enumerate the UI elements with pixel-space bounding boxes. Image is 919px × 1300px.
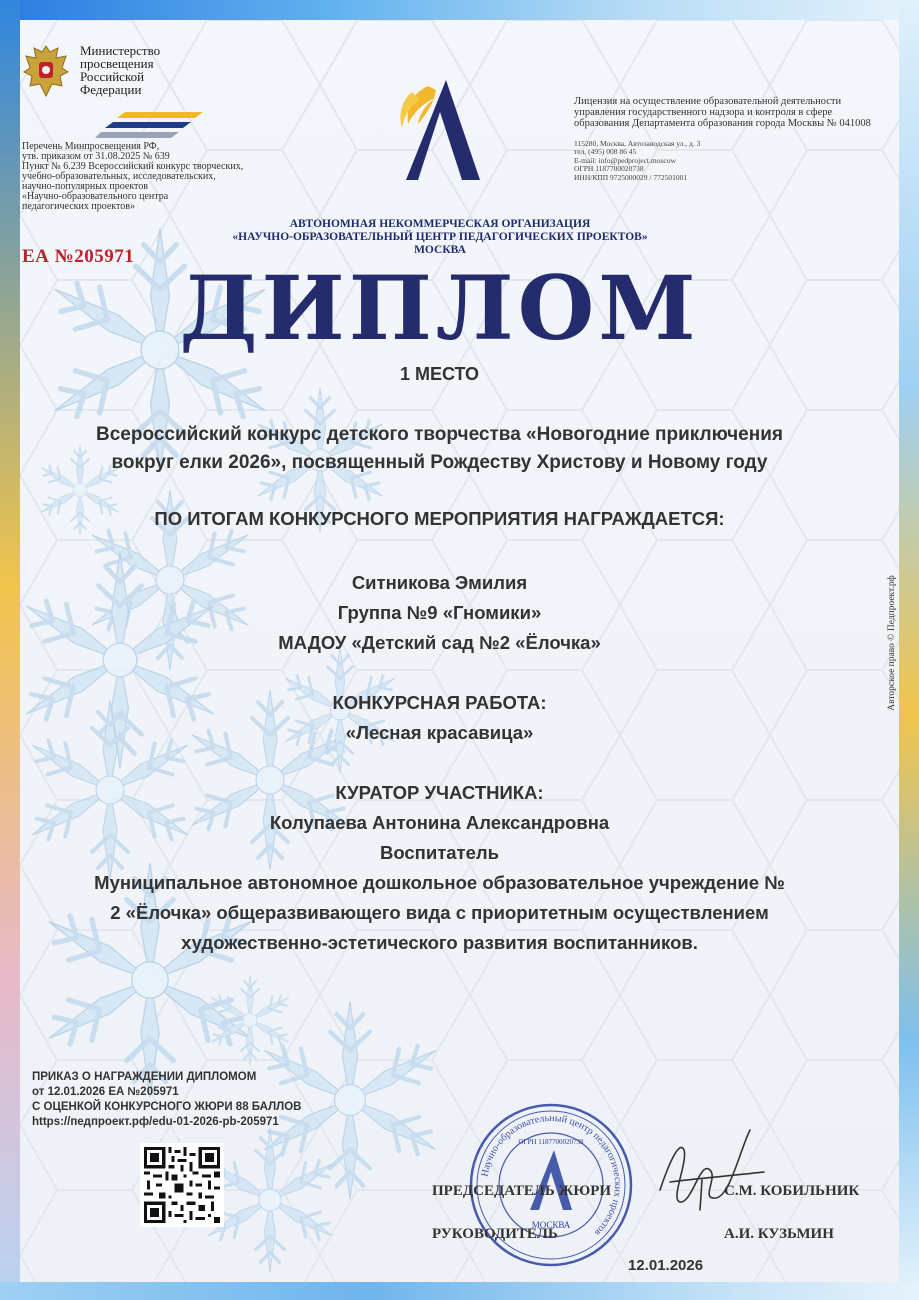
order-info: ПРИКАЗ О НАГРАЖДЕНИИ ДИПЛОМОМ от 12.01.2026 ЕА №205971 С ОЦЕНКОЙ КОНКУРСНОГО ЖЮРИ 88 БАЛЛОВ https://педпроект.рф/edu-01-2026-pb-205971 bbox=[32, 1070, 352, 1130]
order-link[interactable]: https://педпроект.рф/edu-01-2026-pb-205971 bbox=[32, 1116, 279, 1128]
curator-name: Колупаева Антонина Александровна bbox=[269, 812, 610, 833]
curator-position: Воспитатель bbox=[379, 842, 500, 863]
svg-text:Научно-образовательный центр п: Научно-образовательный центр педагогических проектов bbox=[479, 1112, 624, 1238]
signature-icon bbox=[640, 1120, 770, 1230]
diploma-title: ДИПЛОМ bbox=[179, 256, 700, 360]
curator-block bbox=[0, 778, 879, 868]
work-label: КОНКУРСНАЯ РАБОТА: bbox=[332, 692, 547, 713]
work-block bbox=[0, 688, 879, 748]
recipient-block bbox=[0, 568, 879, 658]
eagle-emblem-icon bbox=[22, 42, 70, 100]
copyright-notice: Авторское право © Педпроект.рф bbox=[887, 575, 897, 711]
organization-logo-icon bbox=[388, 72, 498, 184]
contest-name: Всероссийский конкурс детского творчества «Новогодние приключения вокруг елки 2026», посвященный Рождеству Христову и Новому году bbox=[96, 424, 783, 473]
contact-info: 115280, Москва, Автозаводская ул., д. 3 тел. (495) 008 86 45 E-mail: info@pedproject.moscow ОГРН 1187700020738 ИНН/КПП 9725000029 / 772501001 bbox=[574, 139, 701, 182]
ministry-stripes-icon bbox=[95, 108, 205, 142]
license-info: Лицензия на осуществление образовательной деятельности управления государственного надзора и контроля в сфере образования Департамента образования города Москвы № 041008 bbox=[574, 96, 871, 129]
top-border bbox=[0, 0, 919, 20]
jury-chair-name: С.М. КОБИЛЬНИК bbox=[724, 1183, 860, 1199]
place-label: 1 МЕСТО bbox=[399, 364, 480, 384]
institution-name: Муниципальное автономное дошкольное образовательное учреждение № 2 «Ёлочка» общеразвивающего вида с приоритетным осуществлением художественно-эстетического развития воспитанников. bbox=[94, 872, 785, 953]
issue-date: 12.01.2026 bbox=[628, 1257, 704, 1274]
bottom-border bbox=[0, 1282, 919, 1300]
ea-number: ЕА №205971 bbox=[22, 246, 135, 267]
recipient-school: МАДОУ «Детский сад №2 «Ёлочка» bbox=[278, 632, 601, 653]
jury-chair-title: ПРЕДСЕДАТЕЛЬ ЖЮРИ bbox=[432, 1183, 612, 1199]
svg-text:МОСКВА: МОСКВА bbox=[531, 1220, 571, 1230]
awarded-heading: ПО ИТОГАМ КОНКУРСНОГО МЕРОПРИЯТИЯ НАГРАЖДАЕТСЯ: bbox=[154, 508, 725, 529]
right-border bbox=[899, 0, 919, 1300]
registry-info: Перечень Минпросвещения РФ, утв. приказом от 31.08.2025 № 639 Пункт № 6.239 Всероссийский конкурс творческих, учебно-образовательных, исследовательских, научно-популярных проектов «Научно-образовательного центра педагогических проектов» bbox=[22, 141, 244, 212]
recipient-name: Ситникова Эмилия bbox=[351, 572, 528, 593]
director-name: А.И. КУЗЬМИН bbox=[724, 1226, 834, 1242]
organization-name: АВТОНОМНАЯ НЕКОММЕРЧЕСКАЯ ОРГАНИЗАЦИЯ «НАУЧНО-ОБРАЗОВАТЕЛЬНЫЙ ЦЕНТР ПЕДАГОГИЧЕСКИХ ПРОЕКТОВ» МОСКВА bbox=[232, 218, 648, 256]
ministry-name: Министерство просвещения Российской Федерации bbox=[80, 43, 161, 97]
director-title: РУКОВОДИТЕЛЬ bbox=[432, 1226, 558, 1242]
curator-label: КУРАТОР УЧАСТНИКА: bbox=[335, 782, 544, 803]
work-title: «Лесная красавица» bbox=[345, 722, 534, 743]
qr-code-icon[interactable] bbox=[140, 1143, 224, 1227]
recipient-group: Группа №9 «Гномики» bbox=[337, 602, 542, 623]
svg-text:ОГРН 1187700020738: ОГРН 1187700020738 bbox=[518, 1138, 584, 1146]
